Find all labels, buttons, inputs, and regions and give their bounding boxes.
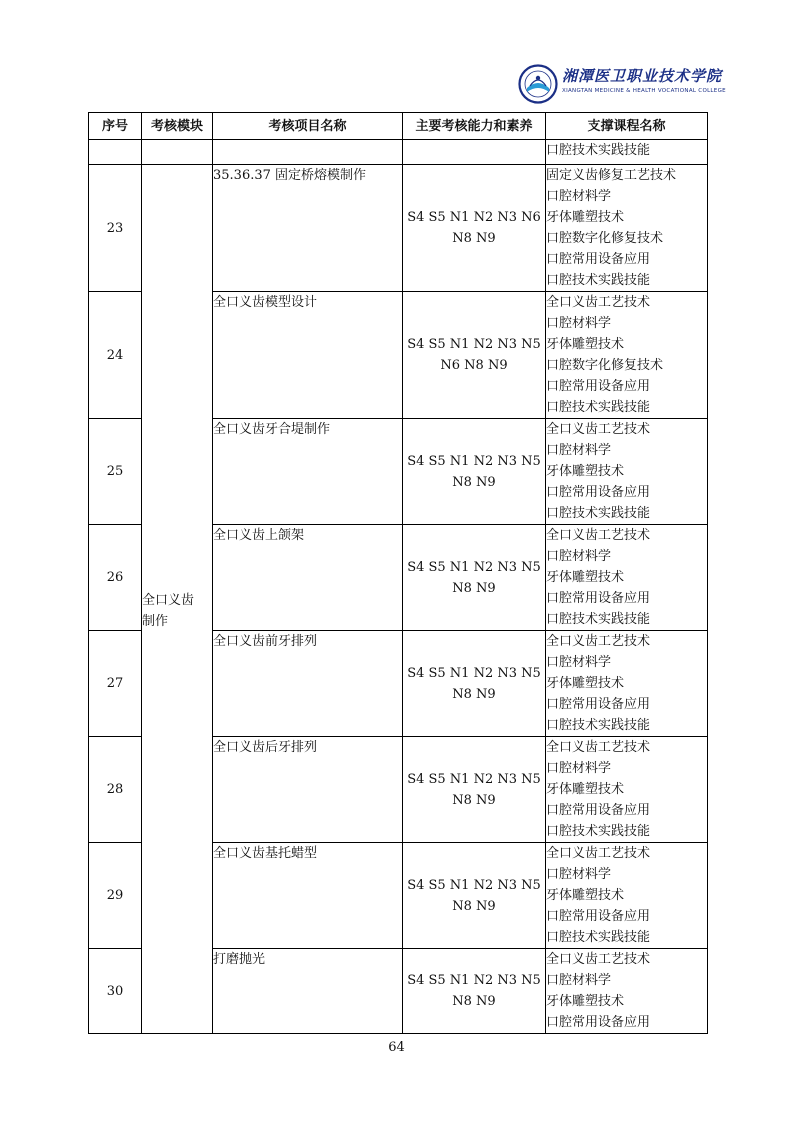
cell-courses xyxy=(546,737,708,843)
ability-line: S4 S5 N1 N2 N3 N5 xyxy=(407,453,541,469)
cell-seq xyxy=(89,140,142,165)
course-item: 口腔技术实践技能 xyxy=(546,273,651,288)
course-item: 全口义齿工艺技术 xyxy=(546,740,651,755)
cell-courses xyxy=(546,292,708,419)
cell-module-empty xyxy=(142,140,213,165)
cell-seq: 26 xyxy=(89,525,142,631)
header-ability: 主要考核能力和素养 xyxy=(403,113,546,140)
cell-item-name: 全口义齿前牙排列 xyxy=(213,631,403,737)
course-item: 口腔材料学 xyxy=(546,655,612,670)
course-item: 牙体雕塑技术 xyxy=(546,337,625,352)
course-item: 牙体雕塑技术 xyxy=(546,210,625,225)
cell-seq: 30 xyxy=(89,949,142,1034)
course-item: 固定义齿修复工艺技术 xyxy=(546,168,677,183)
cell-courses xyxy=(546,843,708,949)
course-item: 口腔技术实践技能 xyxy=(546,506,651,521)
cell-ability xyxy=(403,419,546,525)
school-seal-icon xyxy=(518,64,558,104)
header-module: 考核模块 xyxy=(142,113,213,140)
cell-courses xyxy=(546,949,708,1034)
cell-ability xyxy=(403,140,546,165)
cell-item-name: 全口义齿模型设计 xyxy=(213,292,403,419)
course-item: 全口义齿工艺技术 xyxy=(546,952,651,967)
course-item: 口腔技术实践技能 xyxy=(546,143,651,158)
header-logo xyxy=(518,62,726,106)
cell-module: 全口义齿 制作 xyxy=(142,165,213,1034)
cell-ability xyxy=(403,165,546,292)
course-item: 口腔材料学 xyxy=(546,189,612,204)
course-item: 口腔技术实践技能 xyxy=(546,930,651,945)
header-item-name: 考核项目名称 xyxy=(213,113,403,140)
cell-item-name: 全口义齿牙合堤制作 xyxy=(213,419,403,525)
course-item: 口腔常用设备应用 xyxy=(546,252,651,267)
cell-courses xyxy=(546,165,708,292)
cell-ability xyxy=(403,631,546,737)
course-item: 口腔材料学 xyxy=(546,761,612,776)
course-item: 口腔常用设备应用 xyxy=(546,591,651,606)
ability-line: N8 N9 xyxy=(452,898,496,914)
cell-item-name: 全口义齿后牙排列 xyxy=(213,737,403,843)
course-item: 全口义齿工艺技术 xyxy=(546,528,651,543)
course-item: 口腔常用设备应用 xyxy=(546,379,651,394)
ability-line: S4 S5 N1 N2 N3 N5 xyxy=(407,559,541,575)
ability-line: N8 N9 xyxy=(452,580,496,596)
header-seq: 序号 xyxy=(89,113,142,140)
cell-courses xyxy=(546,140,708,165)
ability-line: S4 S5 N1 N2 N3 N5 xyxy=(407,665,541,681)
cell-courses xyxy=(546,419,708,525)
course-item: 全口义齿工艺技术 xyxy=(546,846,651,861)
table-row xyxy=(89,140,708,165)
course-item: 口腔材料学 xyxy=(546,316,612,331)
ability-line: N8 N9 xyxy=(452,792,496,808)
course-item: 口腔常用设备应用 xyxy=(546,697,651,712)
cell-seq: 27 xyxy=(89,631,142,737)
course-item: 口腔技术实践技能 xyxy=(546,400,651,415)
ability-line: S4 S5 N1 N2 N3 N6 xyxy=(407,210,541,225)
ability-line: S4 S5 N1 N2 N3 N5 xyxy=(407,877,541,893)
course-item: 口腔材料学 xyxy=(546,443,612,458)
cell-seq: 23 xyxy=(89,165,142,292)
course-item: 口腔常用设备应用 xyxy=(546,485,651,500)
ability-line: S4 S5 N1 N2 N3 N5 xyxy=(407,771,541,787)
course-item: 口腔技术实践技能 xyxy=(546,824,651,839)
course-item: 口腔常用设备应用 xyxy=(546,909,651,924)
ability-line: N8 N9 xyxy=(452,686,496,702)
course-item: 全口义齿工艺技术 xyxy=(546,634,651,649)
course-item: 口腔数字化修复技术 xyxy=(546,231,664,246)
course-item: 口腔技术实践技能 xyxy=(546,718,651,733)
cell-item-name: 全口义齿上颌架 xyxy=(213,525,403,631)
course-item: 牙体雕塑技术 xyxy=(546,994,625,1009)
cell-seq: 25 xyxy=(89,419,142,525)
course-item: 牙体雕塑技术 xyxy=(546,676,625,691)
cell-seq: 29 xyxy=(89,843,142,949)
cell-item-name xyxy=(213,140,403,165)
cell-ability xyxy=(403,949,546,1034)
cell-ability xyxy=(403,292,546,419)
ability-line: N8 N9 xyxy=(452,994,496,1009)
cell-ability xyxy=(403,737,546,843)
course-item: 口腔材料学 xyxy=(546,973,612,988)
ability-line: S4 S5 N1 N2 N3 N5 xyxy=(407,337,541,352)
course-item: 口腔材料学 xyxy=(546,867,612,882)
page-number: 64 xyxy=(388,1040,405,1055)
ability-line: N8 N9 xyxy=(452,231,496,246)
course-item: 牙体雕塑技术 xyxy=(546,464,625,479)
school-name-cn: 湘潭医卫职业技术学院 xyxy=(562,67,723,85)
course-item: 全口义齿工艺技术 xyxy=(546,422,651,437)
course-item: 牙体雕塑技术 xyxy=(546,782,625,797)
ability-line: S4 S5 N1 N2 N3 N5 xyxy=(407,973,541,988)
header-courses: 支撑课程名称 xyxy=(546,113,708,140)
course-item: 口腔常用设备应用 xyxy=(546,803,651,818)
school-name-en: XIANGTAN MEDICINE & HEALTH VOCATIONAL COLLEGE xyxy=(562,88,726,94)
cell-item-name: 全口义齿基托蜡型 xyxy=(213,843,403,949)
cell-item-name: 打磨抛光 xyxy=(213,949,403,1034)
course-item: 全口义齿工艺技术 xyxy=(546,295,651,310)
course-item: 口腔常用设备应用 xyxy=(546,1015,651,1030)
course-item: 牙体雕塑技术 xyxy=(546,570,625,585)
cell-courses xyxy=(546,631,708,737)
ability-line: N8 N9 xyxy=(452,474,496,490)
course-item: 口腔技术实践技能 xyxy=(546,612,651,627)
course-item: 牙体雕塑技术 xyxy=(546,888,625,903)
cell-courses xyxy=(546,525,708,631)
cell-ability xyxy=(403,843,546,949)
course-item: 口腔数字化修复技术 xyxy=(546,358,664,373)
assessment-table xyxy=(88,112,708,1034)
cell-seq: 28 xyxy=(89,737,142,843)
course-item: 口腔材料学 xyxy=(546,549,612,564)
cell-ability xyxy=(403,525,546,631)
table-row xyxy=(89,165,708,292)
table-header-row xyxy=(89,113,708,140)
cell-seq: 24 xyxy=(89,292,142,419)
ability-line: N6 N8 N9 xyxy=(440,358,508,373)
cell-item-name: 35.36.37 固定桥熔模制作 xyxy=(213,165,403,292)
